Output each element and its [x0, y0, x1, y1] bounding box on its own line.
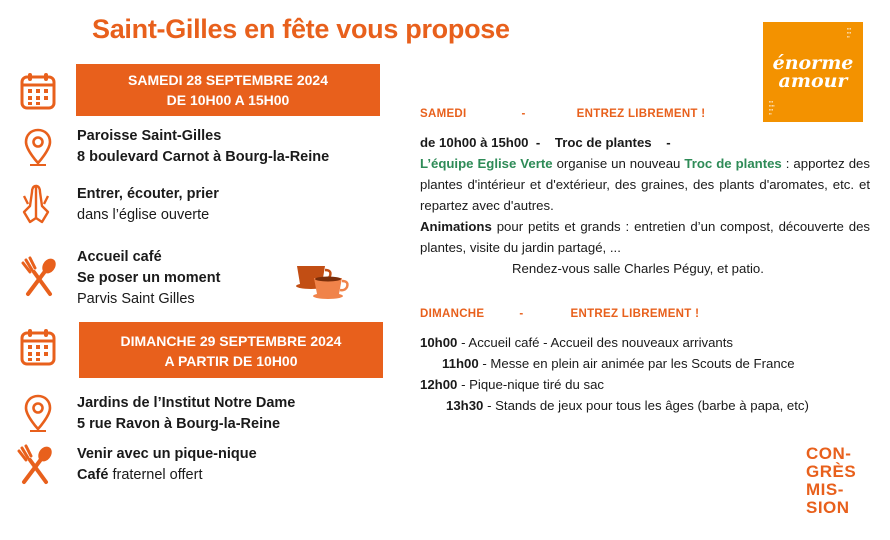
saturday-rdv: Rendez-vous salle Charles Péguy, et patio.	[512, 261, 764, 276]
sunday-place: Jardins de l’Institut Notre Dame 5 rue Ravon à Bourg-la-Reine	[77, 395, 296, 432]
saturday-date: SAMEDI 28 SEPTEMBRE 2024	[128, 72, 328, 88]
list-item: 11h00 - Messe en plein air animée par les Scouts de France	[442, 356, 795, 371]
sunday-header: DIMANCHE - ENTREZ LIBREMENT !	[420, 308, 700, 320]
sunday-banner	[79, 322, 383, 378]
saturday-header: SAMEDI - ENTREZ LIBREMENT !	[420, 108, 706, 120]
picnic-block: Venir avec un pique-nique Café fraternel offert	[77, 446, 257, 483]
list-item: 10h00 - Accueil café - Accueil des nouveaux arrivants	[420, 335, 734, 350]
logo-tiny-text: ▪▪▪ ▪▪▪▪ ▪▪▪ ▪▪	[769, 99, 775, 116]
coffee-cups-icon	[294, 258, 350, 300]
fork-spoon-icon	[16, 444, 54, 488]
sunday-schedule	[420, 332, 809, 416]
saturday-banner	[76, 64, 380, 116]
logo-tiny-text: ▪▪▪ ▪▪▪ ▪▪	[847, 26, 852, 39]
saturday-description: de 10h00 à 15h00 - Troc de plantes - L’équipe Eglise Verte organise un nouveau Troc de plantes : apportez des plantes d'intérieur et d'extérieur, des graines, des plants d'aromates, etc. et repartez avec d'autres. Animations pour petits et grands : entretien d’un compost, découverte des plantes, visite du jardin partagé, ... Rendez-vous salle Charles Péguy, et patio.	[420, 132, 870, 279]
saturday-place: Paroisse Saint-Gilles 8 boulevard Carnot à Bourg-la-Reine	[77, 128, 330, 165]
praying-hands-icon	[20, 182, 52, 226]
location-pin-icon	[24, 128, 52, 166]
enorme-amour-logo	[763, 22, 863, 122]
sunday-date: DIMANCHE 29 SEPTEMBRE 2024	[120, 333, 342, 349]
pray-block: Entrer, écouter, prier dans l’église ouverte	[77, 186, 219, 223]
congres-mission-logo: CON- GRÈS MIS- SION	[806, 444, 857, 517]
list-item: 13h30 - Stands de jeux pour tous les âges (barbe à papa, etc)	[446, 398, 809, 413]
saturday-hours: DE 10H00 A 15H00	[166, 92, 290, 108]
calendar-icon	[20, 328, 56, 366]
list-item: 12h00 - Pique-nique tiré du sac	[420, 377, 605, 392]
page-title: Saint-Gilles en fête vous propose	[92, 14, 510, 44]
location-pin-icon	[24, 394, 52, 432]
fork-spoon-icon	[20, 256, 58, 300]
logo-script: énorme amour	[772, 52, 854, 92]
saturday-time-line: de 10h00 à 15h00 - Troc de plantes -	[420, 135, 671, 150]
calendar-icon	[20, 72, 56, 110]
sunday-hours: A PARTIR DE 10H00	[164, 353, 298, 369]
cafe-block: Accueil café Se poser un moment Parvis Saint Gilles	[77, 249, 221, 307]
